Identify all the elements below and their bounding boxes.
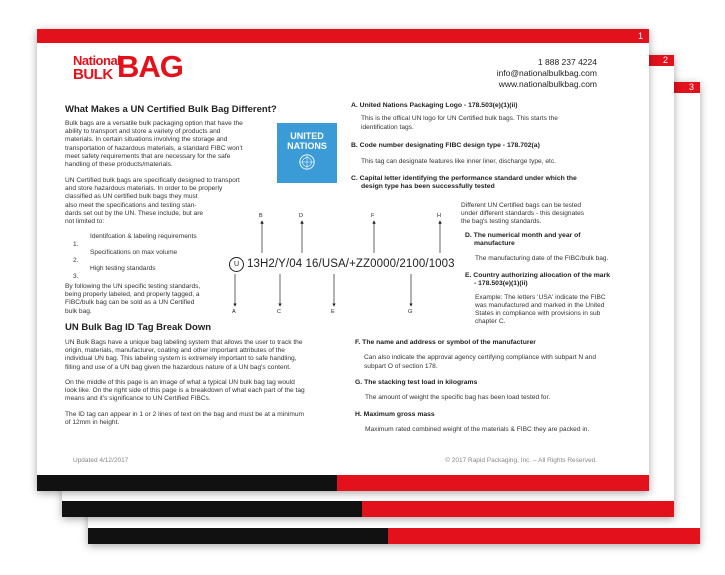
page-footer-bar (62, 501, 674, 517)
logo-national: National (73, 53, 121, 68)
heading-what-makes: What Makes a UN Certified Bulk Bag Different? (65, 104, 277, 115)
page-1 (37, 29, 649, 491)
contact-website: www.nationalbulkbag.com (498, 79, 597, 89)
un-tag-symbol: U (229, 257, 244, 272)
para-testing: By following the UN specific testing standards, being properly labeled, and properly tagged, a FIBC/bulk bag can be sold as a UN Certified bulk bag. (65, 283, 201, 315)
un-tag-code: 13H2/Y/04 16/USA/+ZZ0000/2100/1003 (247, 258, 455, 270)
logo-bag: BAG (117, 49, 183, 84)
page-number: 2 (662, 55, 668, 65)
logo-bulk: BULK (73, 66, 113, 83)
footer-updated: Updated 4/12/2017 (73, 457, 129, 464)
contact-email: info@nationalbulkbag.com (496, 68, 597, 78)
item-g: G. The stacking test load in kilograms The amount of weight the specific bag has been load tested for. (355, 379, 551, 402)
item-b: B. Code number designating FIBC design type - 178.702(a) This tag can designate features like inner liner, discharge type, etc. (351, 142, 556, 166)
list-item: 1. Identifcation & labeling requirements (73, 233, 197, 248)
page-number: 1 (637, 31, 643, 41)
tag-label-b: B (259, 213, 263, 219)
item-c-body: Different UN Certified bags can be tested under different standards - this designates the bag's testing standards. (461, 202, 585, 226)
page-footer-bar (37, 475, 649, 491)
item-f: F. The name and address or symbol of the manufacturer Can also indicate the approval agency certifying compliance with subpart N and subpart O of section 178. (355, 339, 597, 370)
item-e: E. Country authorizing allocation of the mark - 178.503(e)(1)(ii) Example: The letters 'USA' indicate the FIBC was manufactured and marked in the United States in compliance with provisions in sub chapter C. (465, 272, 611, 326)
heading-tag-breakdown: UN Bulk Bag ID Tag Break Down (65, 322, 212, 333)
item-a: A. United Nations Packaging Logo - 178.503(e)(1)(ii) This is the offical UN logo for UN Certified bulk bags. This starts the identification tags. (351, 102, 558, 131)
page-footer-bar (88, 528, 700, 544)
tag-label-d: D (299, 213, 303, 219)
tag-label-a: A (232, 309, 236, 315)
item-d: D. The numerical month and year of manufacture The manufacturing date of the FIBC/bulk bag. (465, 232, 609, 262)
para-middle: On the middle of this page is an image of what a typical UN bulk bag tag would look like. On the right side of this page is a breakdown of what each part of the tag means and it's significance to UN Certified FIBCs. (65, 379, 305, 403)
tag-label-g: G (408, 309, 413, 315)
item-h: H. Maximum gross mass Maximum rated combined weight of the materials & FIBC they are packed in. (355, 411, 590, 434)
para-id-tag: The ID tag can appear in 1 or 2 lines of text on the bag and must be at a minimum of 12mm in height. (65, 411, 304, 427)
un-logo: UNITED NATIONS (277, 123, 337, 183)
list-item: 3. High testing standards (73, 265, 156, 280)
item-c: C. Capital letter identifying the performance standard under which the design type has been successfully tested (351, 175, 577, 191)
tag-label-e: E (331, 309, 335, 315)
list-item: 2. Specifications on max volume (73, 249, 178, 264)
contact-phone: 1 888 237 4224 (537, 57, 597, 67)
tag-label-c: C (277, 309, 281, 315)
para-labeling: UN Bulk Bags have a unique bag labeling system that allows the user to track the origin, materials, manufacturer, coating and other important attributes of the individual UN bag. This labeling system is extremely important to safe handling, filling and use of a UN bag given the hazardous nature of a UN bag's content. (65, 339, 303, 371)
tag-label-h: H (437, 213, 441, 219)
tag-label-f: F (371, 213, 375, 219)
para-un-certified: UN Certified bulk bags are specifically designed to transport and store hazardous materials. In order to be properly classified as UN certified bulk bags they must also meet the specifications and testing stan- dards set out by the UN. These include, but are not limited to: (65, 177, 240, 226)
para-intro: Bulk bags are a versatile bulk packaging option that have the ability to transport and store a variety of products and materials. In certain situations involving the storage and transportation of hazardous materials, a standard FIBC won't meet safety requirements that are necessary for the safe handling of these products/materials. (65, 120, 243, 169)
page-number: 3 (688, 82, 694, 92)
footer-copyright: © 2017 Rapid Packaging, Inc. – All Rights Reserved. (445, 457, 597, 464)
